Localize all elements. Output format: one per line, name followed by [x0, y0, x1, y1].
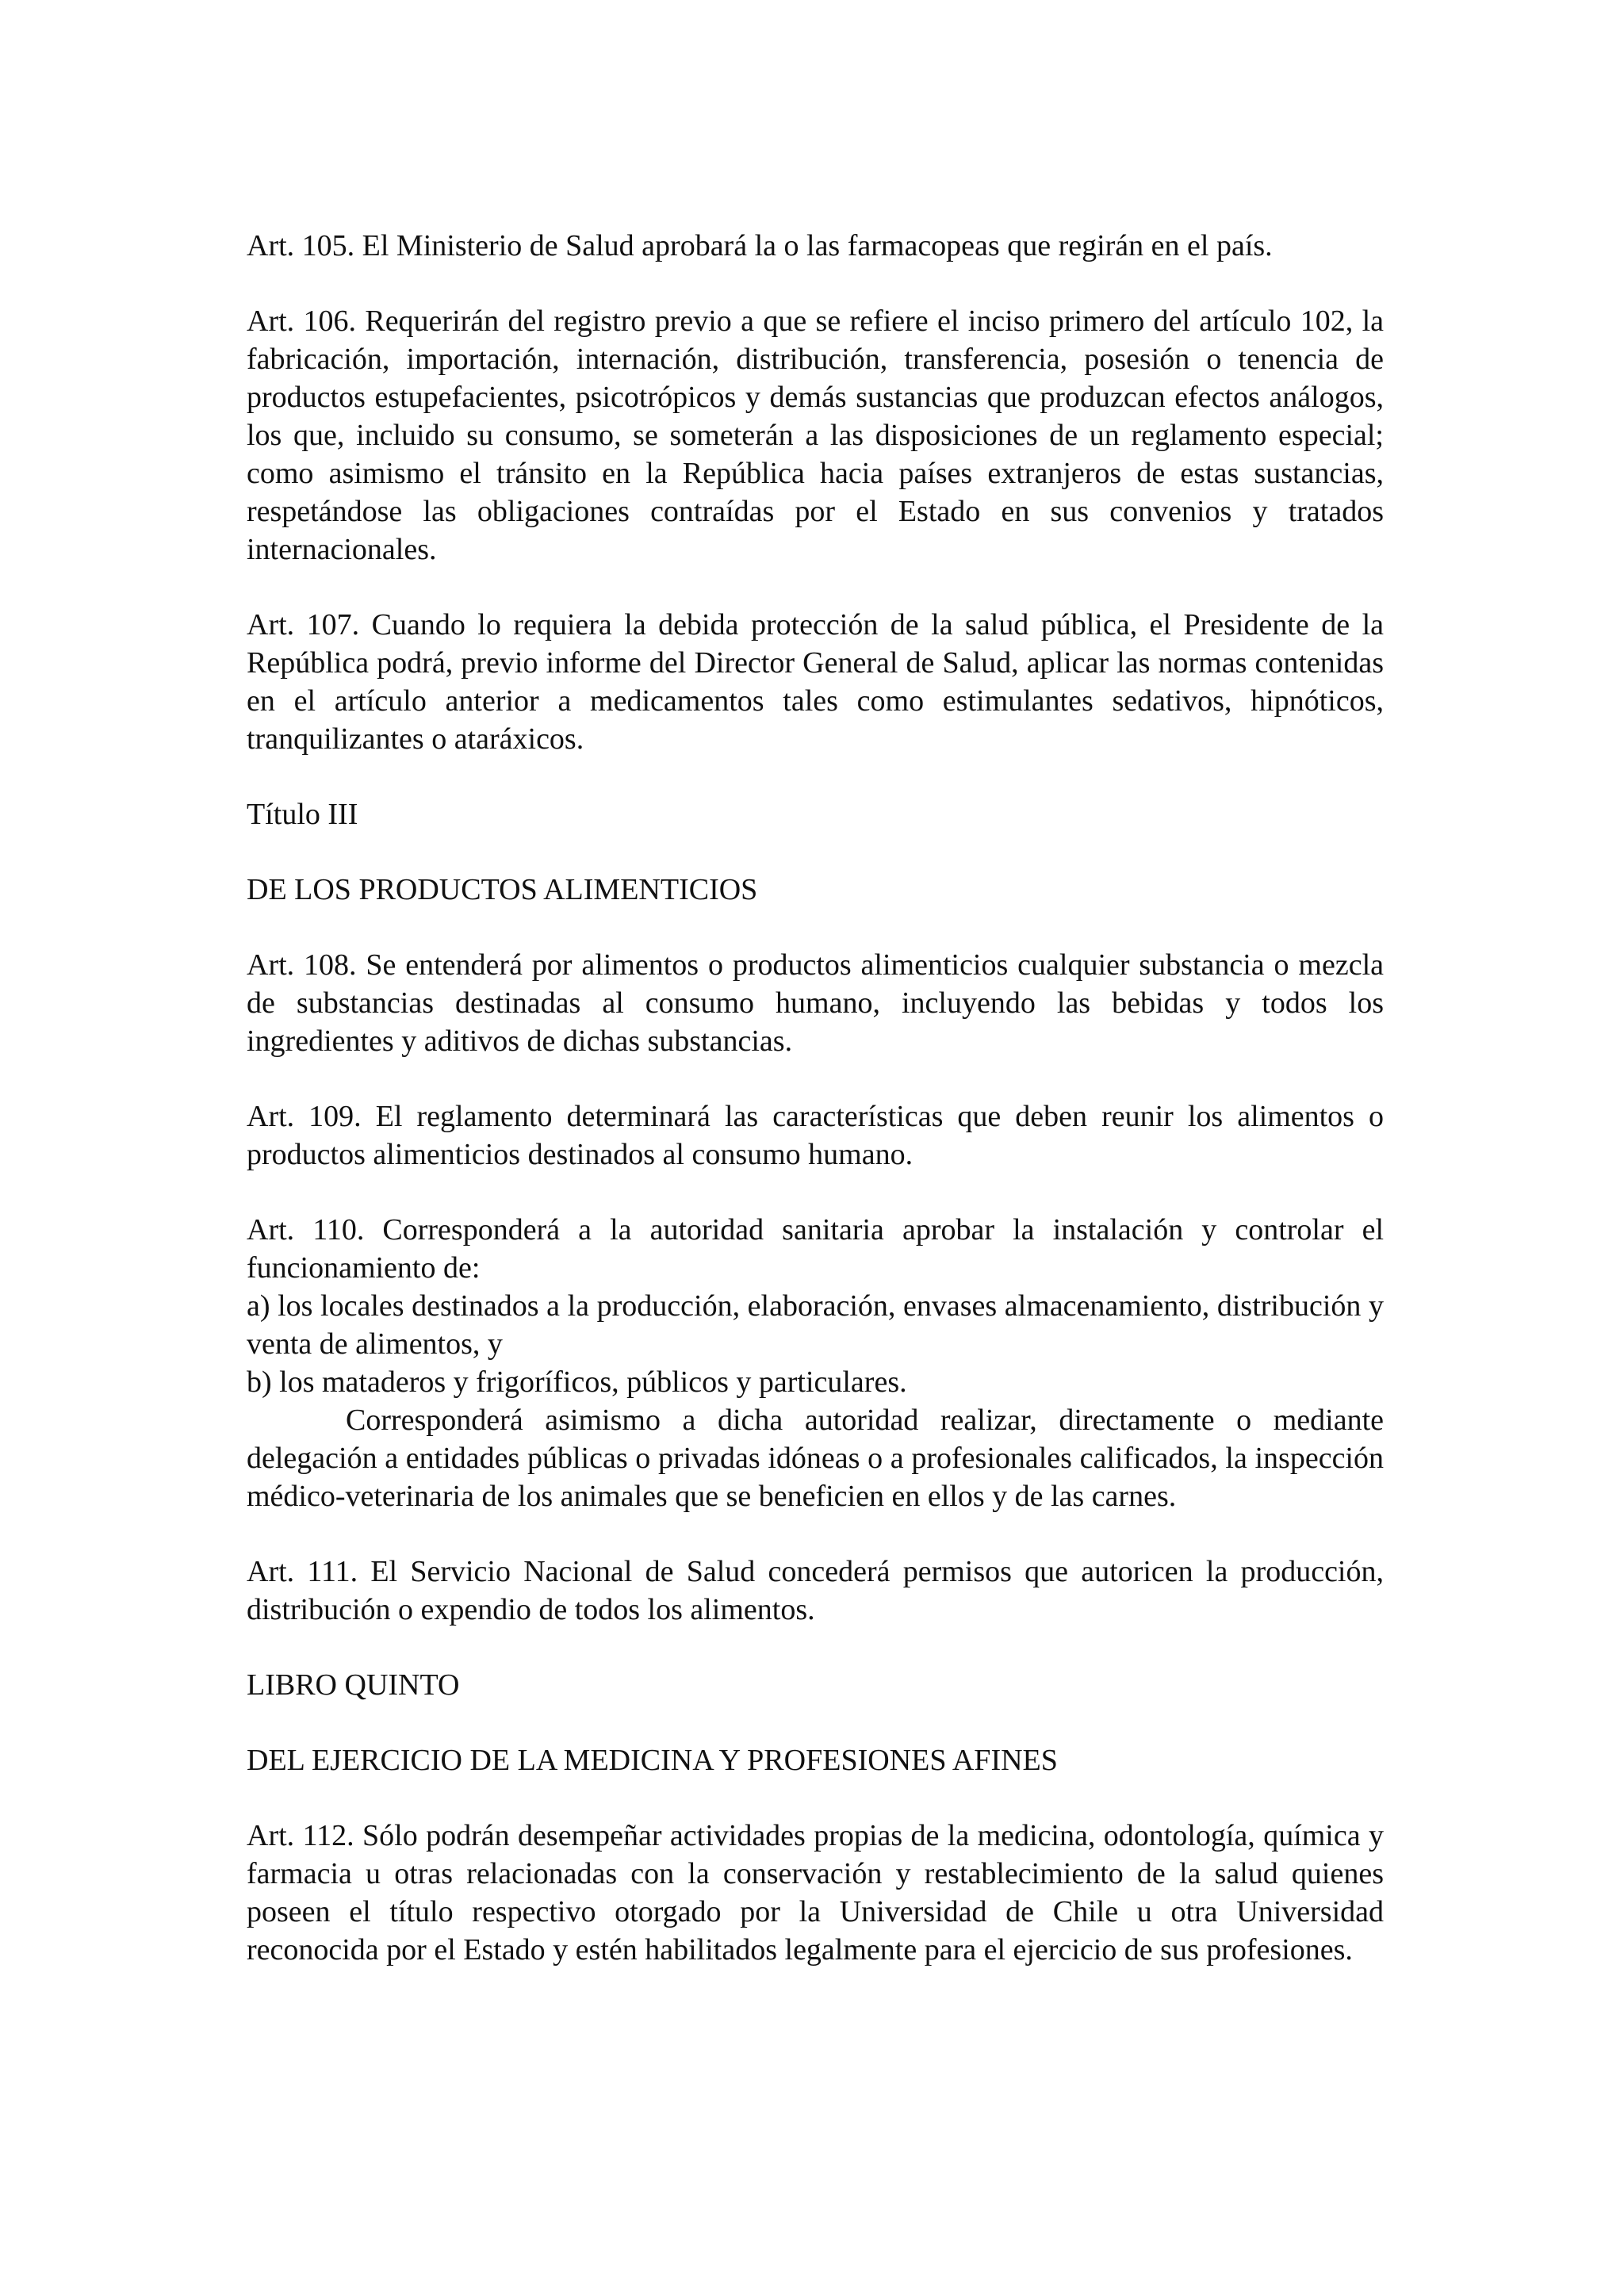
article-110-intro: Art. 110. Corresponderá a la autoridad sanitaria aprobar la instalación y controlar el funcionamiento de:	[247, 1213, 1384, 1285]
article-110-continuation: Corresponderá asimismo a dicha autoridad realizar, directamente o mediante delegación a entidades públicas o privadas idóneas o a profesionales calificados, la inspección médico-veterinaria de los animales que se beneficien en ellos y de las carnes.	[247, 1404, 1384, 1513]
article-106: Art. 106. Requerirán del registro previo a que se refiere el inciso primero del artículo 102, la fabricación, importación, internación, distribución, transferencia, posesión o tenencia de productos estupefacientes, psicotrópicos y demás sustancias que produzcan efectos análogos, los que, incluido su consumo, se someterán a las disposiciones de un reglamento especial; como asimismo el tránsito en la República hacia países extranjeros de estas sustancias, respetándose las obligaciones contraídas por el Estado en sus convenios y tratados internacionales.	[247, 304, 1384, 566]
document-page	[247, 227, 1384, 2006]
article-110-item-b: b) los mataderos y frigoríficos, públicos y particulares.	[247, 1365, 907, 1399]
article-111: Art. 111. El Servicio Nacional de Salud concederá permisos que autoricen la producción, distribución o expendio de todos los alimentos.	[247, 1555, 1384, 1626]
section-heading-productos-alimenticios: DE LOS PRODUCTOS ALIMENTICIOS	[247, 873, 758, 906]
article-107: Art. 107. Cuando lo requiera la debida protección de la salud pública, el Presidente de la República podrá, previo informe del Director General de Salud, aplicar las normas contenidas en el artículo anterior a medicamentos tales como estimulantes sedativos, hipnóticos, tranquilizantes o ataráxicos.	[247, 608, 1384, 756]
libro-quinto-heading: LIBRO QUINTO	[247, 1668, 460, 1702]
article-110-item-a: a) los locales destinados a la producción, elaboración, envases almacenamiento, distribución y venta de alimentos, y	[247, 1289, 1384, 1361]
article-105: Art. 105. El Ministerio de Salud aprobará la o las farmacopeas que regirán en el país.	[247, 229, 1273, 262]
title-iii-heading: Título III	[247, 798, 358, 831]
article-112: Art. 112. Sólo podrán desempeñar actividades propias de la medicina, odontología, química y farmacia u otras relacionadas con la conservación y restablecimiento de la salud quienes poseen el título respectivo otorgado por la Universidad de Chile u otra Universidad reconocida por el Estado y estén habilitados legalmente para el ejercicio de sus profesiones.	[247, 1819, 1384, 1967]
article-108: Art. 108. Se entenderá por alimentos o productos alimenticios cualquier substancia o mezcla de substancias destinadas al consumo humano, incluyendo las bebidas y todos los ingredientes y aditivos de dichas substancias.	[247, 948, 1384, 1058]
section-heading-ejercicio-medicina: DEL EJERCICIO DE LA MEDICINA Y PROFESIONES AFINES	[247, 1744, 1058, 1777]
article-110	[247, 1211, 1384, 1515]
article-109: Art. 109. El reglamento determinará las características que deben reunir los alimentos o productos alimenticios destinados al consumo humano.	[247, 1100, 1384, 1171]
